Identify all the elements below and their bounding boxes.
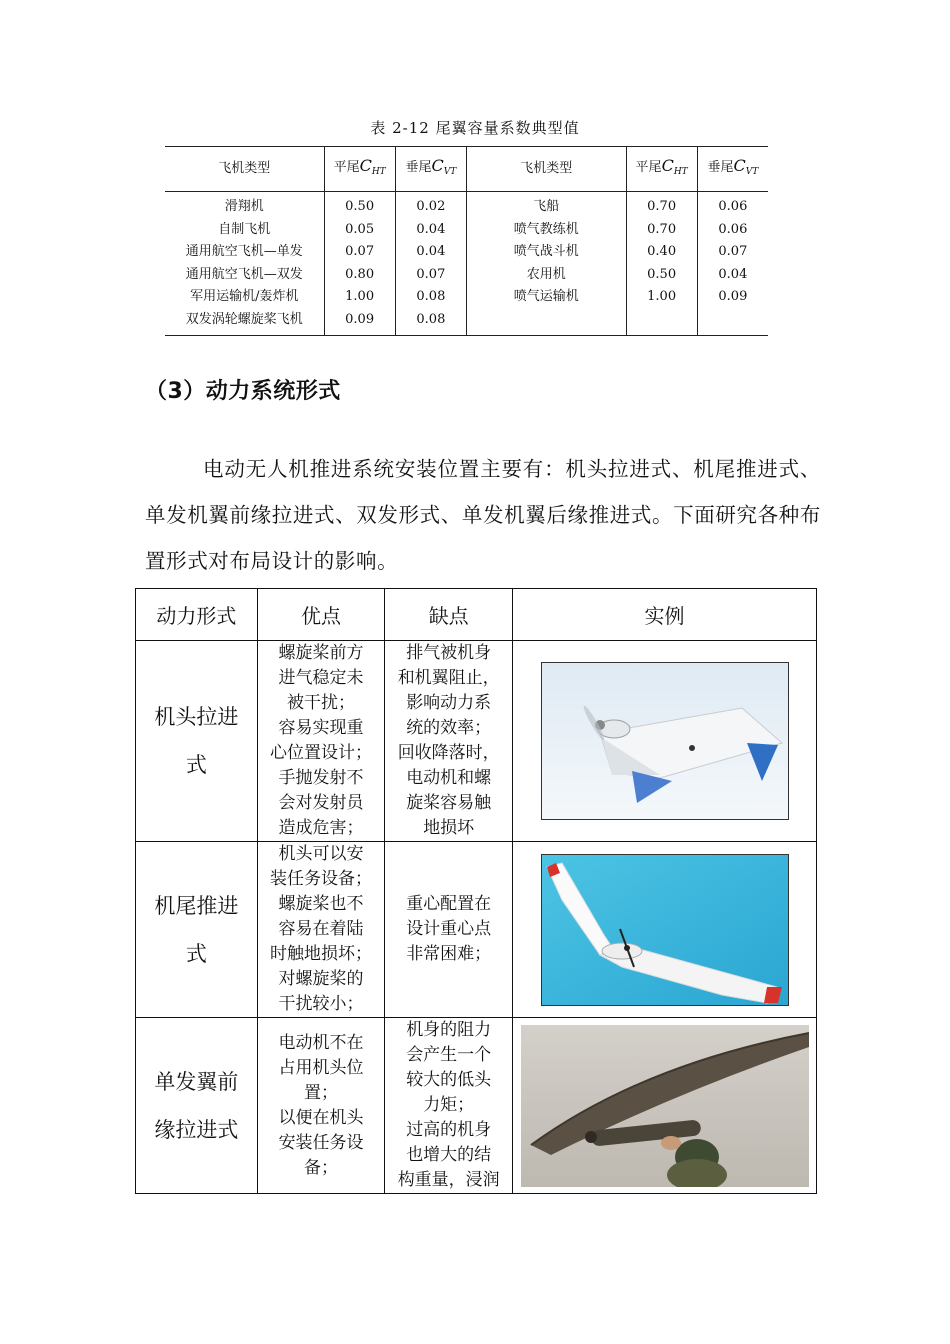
power-type-cell: 单发翼前 缘拉进式 bbox=[136, 1018, 258, 1194]
coef-cell: 0.08 bbox=[395, 309, 466, 336]
coef-header-ht: 平尾$C_{HT}$ bbox=[324, 147, 395, 192]
coef-cell: 0.09 bbox=[324, 309, 395, 336]
coef-cell: 0.04 bbox=[395, 219, 466, 242]
power-system-table bbox=[135, 588, 817, 1194]
coef-cell: 0.70 bbox=[626, 219, 697, 242]
power-example-cell bbox=[513, 641, 817, 842]
coef-row bbox=[165, 192, 768, 219]
power-row-tail-pusher bbox=[136, 842, 817, 1018]
power-type-cell: 机尾推进 式 bbox=[136, 842, 258, 1018]
coef-cell: 0.02 bbox=[395, 192, 466, 219]
power-cons-cell: 重心配置在 设计重心点 非常困难； bbox=[385, 842, 513, 1018]
power-header-cons: 缺点 bbox=[385, 589, 513, 641]
coef-header-ht-2: 平尾$C_{HT}$ bbox=[626, 147, 697, 192]
power-header-row bbox=[136, 589, 817, 641]
coef-cell: 0.08 bbox=[395, 286, 466, 309]
wing-tractor-uav-photo bbox=[521, 1025, 809, 1187]
coef-row bbox=[165, 264, 768, 287]
coef-cell: 双发涡轮螺旋桨飞机 bbox=[165, 309, 324, 336]
coef-cell: 1.00 bbox=[626, 286, 697, 309]
coef-cell: 农用机 bbox=[466, 264, 626, 287]
coef-header-type-2: 飞机类型 bbox=[466, 147, 626, 192]
coef-cell: 0.07 bbox=[324, 241, 395, 264]
body-paragraph: 电动无人机推进系统安装位置主要有：机头拉进式、机尾推进式、单发机翼前缘拉进式、双发形式、单发机翼后缘推进式。下面研究各种布置形式对布局设计的影响。 bbox=[145, 457, 821, 573]
coef-cell: 飞船 bbox=[466, 192, 626, 219]
coef-row bbox=[165, 286, 768, 309]
coef-header-vt: 垂尾$C_{VT}$ bbox=[395, 147, 466, 192]
coef-cell: 通用航空飞机—双发 bbox=[185, 266, 303, 282]
power-example-cell bbox=[513, 1018, 817, 1194]
power-header-pros: 优点 bbox=[257, 589, 385, 641]
coef-cell: 0.40 bbox=[626, 241, 697, 264]
coef-row bbox=[165, 241, 768, 264]
tail-pusher-uav-photo bbox=[541, 854, 789, 1006]
coef-cell: 滑翔机 bbox=[224, 199, 264, 214]
coef-cell: 0.04 bbox=[697, 264, 768, 287]
coef-cell: 喷气战斗机 bbox=[466, 241, 626, 264]
power-row-nose-tractor bbox=[136, 641, 817, 842]
coef-cell: 喷气教练机 bbox=[466, 219, 626, 242]
power-pros-cell: 电动机不在 占用机头位 置； 以便在机头 安装任务设 备； bbox=[257, 1018, 385, 1194]
coef-cell bbox=[466, 309, 626, 336]
coef-cell: 喷气运输机 bbox=[466, 286, 626, 309]
power-cons-cell: 排气被机身 和机翼阻止， 影响动力系 统的效率； 回收降落时， 电动机和螺 旋桨容易触 地损坏 bbox=[385, 641, 513, 842]
coef-cell: 0.06 bbox=[697, 219, 768, 242]
power-type-cell: 机头拉进 式 bbox=[136, 641, 258, 842]
coef-cell: 0.80 bbox=[324, 264, 395, 287]
coef-cell: 0.50 bbox=[324, 192, 395, 219]
coef-cell: 通用航空飞机—单发 bbox=[185, 244, 303, 259]
coef-cell: 军用运输机/轰炸机 bbox=[190, 289, 299, 304]
coef-cell: 0.09 bbox=[697, 286, 768, 309]
coef-cell: 0.50 bbox=[626, 264, 697, 287]
coef-cell: 0.07 bbox=[395, 264, 466, 287]
coef-cell: 0.05 bbox=[324, 219, 395, 242]
coef-cell: 自制飞机 bbox=[218, 221, 271, 237]
power-cons-cell: 机身的阻力 会产生一个 较大的低头 力矩； 过高的机身 也增大的结 构重量，浸润 bbox=[385, 1018, 513, 1194]
coef-cell bbox=[626, 309, 697, 336]
coef-header-vt-2: 垂尾$C_{VT}$ bbox=[697, 147, 768, 192]
power-header-type: 动力形式 bbox=[136, 589, 258, 641]
coef-cell: 0.06 bbox=[697, 192, 768, 219]
coef-cell: 0.04 bbox=[395, 241, 466, 264]
coef-header-row bbox=[165, 147, 768, 192]
nose-tractor-uav-photo bbox=[541, 662, 789, 820]
power-header-example: 实例 bbox=[513, 589, 817, 641]
coef-cell: 1.00 bbox=[324, 286, 395, 309]
coef-header-type: 飞机类型 bbox=[165, 147, 324, 192]
section-heading: （3）动力系统形式 bbox=[145, 379, 341, 404]
coef-cell: 0.70 bbox=[626, 192, 697, 219]
coef-row bbox=[165, 219, 768, 242]
power-pros-cell: 螺旋桨前方 进气稳定未 被干扰； 容易实现重 心位置设计； 手抛发射不 会对发射员 造成危害； bbox=[257, 641, 385, 842]
power-example-cell bbox=[513, 842, 817, 1018]
tail-volume-coefficient-table bbox=[165, 146, 768, 336]
power-row-wing-tractor bbox=[136, 1018, 817, 1194]
coef-cell bbox=[697, 309, 768, 336]
power-pros-cell: 机头可以安 装任务设备； 螺旋桨也不 容易在着陆 时触地损坏； 对螺旋桨的 干扰较小； bbox=[257, 842, 385, 1018]
table-caption: 表 2-12 尾翼容量系数典型值 bbox=[370, 119, 580, 137]
coef-row bbox=[165, 309, 768, 336]
coef-cell: 0.07 bbox=[697, 241, 768, 264]
